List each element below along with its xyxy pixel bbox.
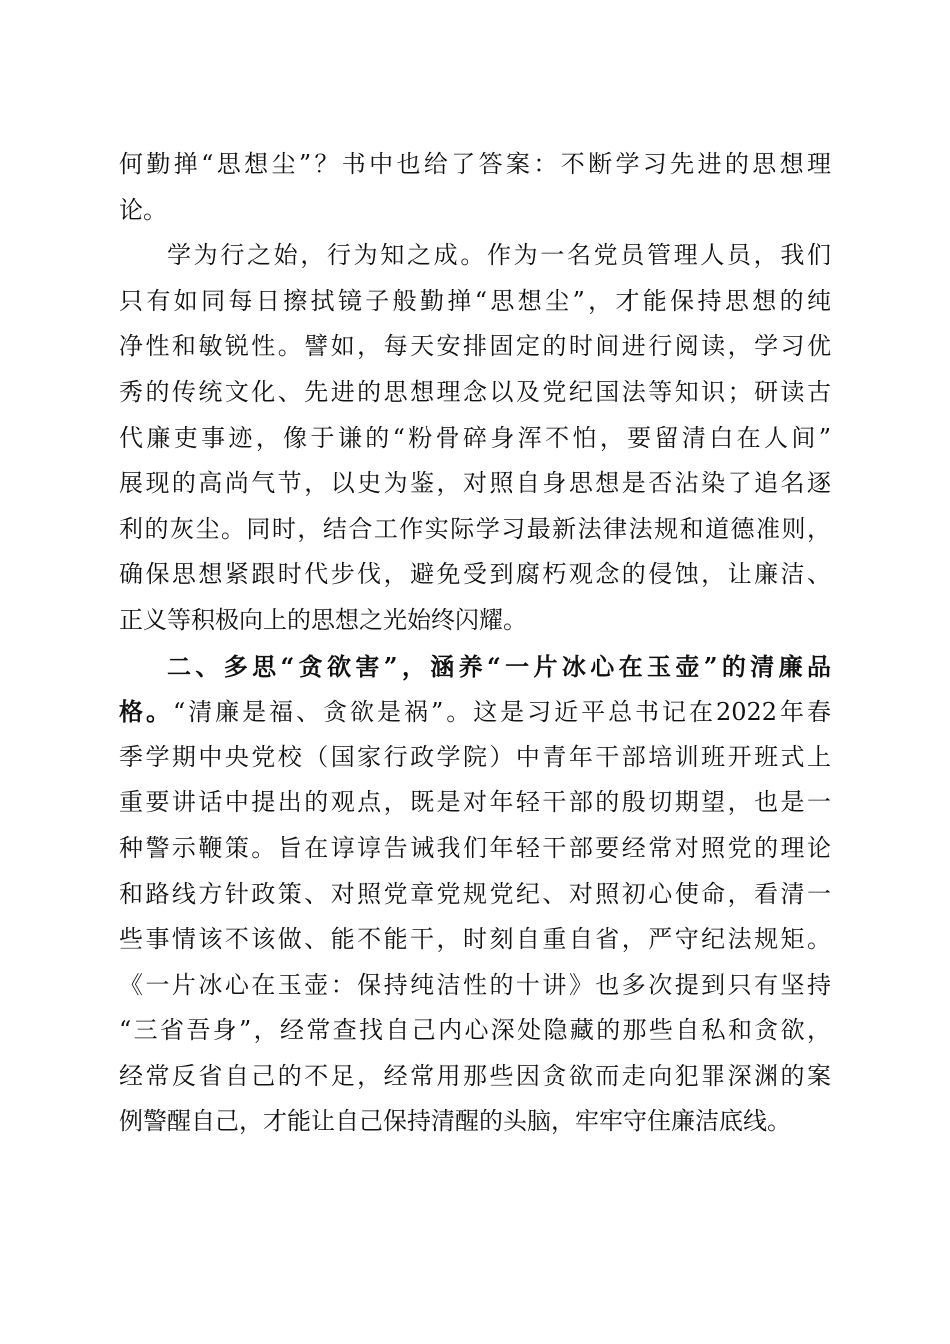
text-line: 展现的高尚气节，以史为鉴，对照自身思想是否沾染了追名逐 [119,469,831,498]
text-fragment: “清廉是福、贪欲是祸”。这是习近平总书记在2022年春 [172,698,831,727]
text-line [119,689,831,735]
text-line: 季学期中央党校（国家行政学院）中青年干部培训班开班式上 [119,742,831,771]
body-text [119,142,831,1145]
text-line: 何勤掸“思想尘”？书中也给了答案：不断学习先进的思想理 [119,150,831,178]
text-line: 只有如同每日擦拭镜子般勤掸“思想尘”，才能保持思想的纯 [119,286,831,315]
text-line: 种警示鞭策。旨在谆谆告诫我们年轻干部要经常对照党的理论 [119,833,831,862]
text-line: 秀的传统文化、先进的思想理念以及党纪国法等知识；研读古 [119,377,831,406]
section-heading-line [119,644,831,690]
text-line: 净性和敏锐性。譬如，每天安排固定的时间进行阅读，学习优 [119,332,831,361]
text-line: 利的灰尘。同时，结合工作实际学习最新法律法规和道德准则， [119,514,831,543]
text-line: 正义等积极向上的思想之光始终闪耀。 [119,605,527,634]
text-line: 经常反省自己的不足，经常用那些因贪欲而走向犯罪深渊的案 [119,1061,831,1090]
section-heading-end: 格。 [119,697,173,727]
text-line: 论。 [119,195,167,224]
text-line: 例警醒自己，才能让自己保持清醒的头脑，牢牢守住廉洁底线。 [119,1107,791,1136]
text-line: 确保思想紧跟时代步伐，避免受到腐朽观念的侵蚀，让廉洁、 [119,560,831,589]
text-line: 代廉吏事迹，像于谦的“粉骨碎身浑不怕，要留清白在人间” [119,423,831,452]
text-line: 和路线方针政策、对照党章党规党纪、对照初心使命，看清一 [119,879,831,908]
text-line: 些事情该不该做、能不能干，时刻自重自省，严守纪法规矩。 [119,925,831,954]
section-heading: 二、多思“贪欲害”，涵养“一片冰心在玉壶”的清廉品 [167,651,831,681]
text-line: 《一片冰心在玉壶：保持纯洁性的十讲》也多次提到只有坚持 [119,970,831,999]
text-line: 学为行之始，行为知之成。作为一名党员管理人员，我们 [167,241,831,270]
text-line: “三省吾身”，经常查找自己内心深处隐藏的那些自私和贪欲， [119,1016,831,1045]
text-line: 重要讲话中提出的观点，既是对年轻干部的殷切期望，也是一 [119,788,831,817]
